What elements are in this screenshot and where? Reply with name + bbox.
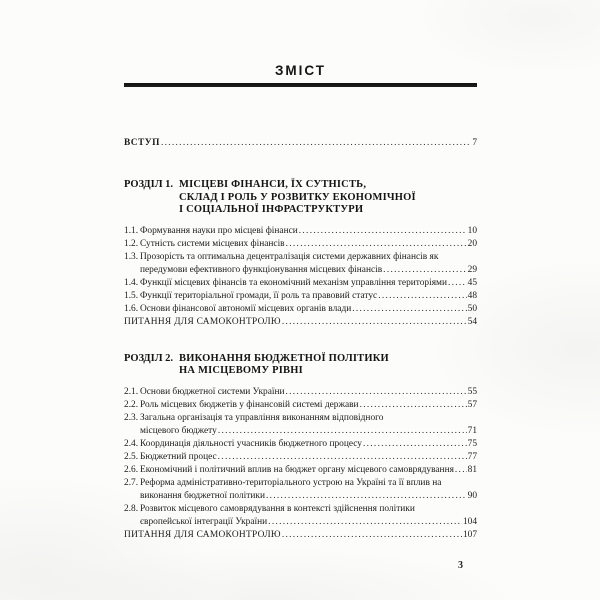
dot-leader (383, 264, 466, 277)
section-1-heading (124, 179, 477, 217)
intro-label: ВСТУП (124, 138, 160, 148)
section-2-title: ВИКОНАННЯ БЮДЖЕТНОЇ ПОЛІТИКИ НА МІСЦЕВОМУ РІВНІ (179, 352, 389, 376)
dot-leader (286, 238, 467, 251)
dot-leader (299, 225, 467, 238)
page-ref: 48 (467, 290, 477, 301)
toc-item: 2.2. Роль місцевих бюджетів у фінансовій системі держави ..... 57 (124, 399, 477, 412)
page-ref: 104 (462, 516, 477, 527)
toc-item: 2.8. Розвиток місцевого самоврядування в контексті здійснення політики європейської інтеграції України ..... 104 (124, 503, 477, 529)
toc-item: 2.5. Бюджетний процес ..... 77 (124, 451, 477, 464)
section-1-items (124, 225, 477, 329)
title-double-rule (124, 83, 477, 87)
page-ref: 45 (467, 277, 477, 288)
toc-item: 2.3. Загальна організація та управління виконанням відповідного місцевого бюджету ..... 71 (124, 412, 477, 438)
section-1-number: РОЗДІЛ 1. (124, 179, 174, 190)
toc-item: 1.5. Функції територіальної громади, її роль та правовий статус ..... 48 (124, 290, 477, 303)
self-check-row: ПИТАННЯ ДЛЯ САМОКОНТРОЛЮ ..... 107 (124, 529, 477, 542)
dot-leader (282, 529, 462, 542)
page-content (124, 0, 477, 542)
page-ref: 75 (467, 438, 477, 449)
page-ref: 55 (467, 386, 477, 397)
dot-leader (378, 290, 466, 303)
toc-item: 2.7. Реформа адміністративно-територіального устрою на Україні та її вплив на виконання бюджетної політики ..... 90 (124, 477, 477, 503)
toc-item: 1.2. Сутність системи місцевих фінансів ..... 20 (124, 238, 477, 251)
dot-leader (268, 516, 462, 529)
dot-leader (218, 425, 467, 438)
page-ref: 81 (467, 464, 477, 475)
page-ref: 71 (467, 425, 477, 436)
dot-leader (266, 490, 467, 503)
dot-leader (363, 438, 467, 451)
dot-leader (282, 316, 467, 329)
page-ref: 20 (467, 238, 477, 249)
page-ref: 50 (467, 303, 477, 314)
toc-item: 1.4. Функції місцевих фінансів та економічний механізм управління територіями ..... 45 (124, 277, 477, 290)
toc-item: 2.1. Основи бюджетної системи України ..... 55 (124, 386, 477, 399)
toc-item: 1.6. Основи фінансової автономії місцевих органів влади ..... 50 (124, 303, 477, 316)
page-ref: 90 (467, 490, 477, 501)
section-2-heading (124, 353, 477, 378)
page-ref: 57 (467, 399, 477, 410)
dot-leader (360, 399, 467, 412)
toc-item: 2.6. Економічний і політичний вплив на бюджет органу місцевого самоврядування ..... 81 (124, 464, 477, 477)
page-title: ЗМІСТ (274, 63, 327, 78)
section-1-title: МІСЦЕВІ ФІНАНСИ, ЇХ СУТНІСТЬ, СКЛАД І РОЛЬ У РОЗВИТКУ ЕКОНОМІЧНОЇ І СОЦІАЛЬНОЇ ІНФРАСТРУКТУРИ (179, 179, 416, 215)
page-ref: 29 (467, 264, 477, 275)
section-2-number: РОЗДІЛ 2. (124, 352, 174, 364)
dot-leader (455, 464, 467, 477)
section-2-items (124, 386, 477, 542)
toc-intro-row (124, 137, 477, 150)
dot-leader (286, 386, 467, 399)
dot-leader (218, 451, 467, 464)
page-ref: 54 (467, 316, 477, 327)
dot-leader (448, 277, 467, 290)
dot-leader (352, 303, 466, 316)
page-ref: 77 (467, 451, 477, 462)
folio-page-number: 3 (458, 560, 463, 571)
page-ref: 7 (472, 138, 477, 148)
page-ref: 10 (467, 225, 477, 236)
dot-leader (161, 137, 471, 150)
toc-item: 2.4. Координація діяльності учасників бюджетного процесу ..... 75 (124, 438, 477, 451)
toc-item: 1.3. Прозорість та оптимальна децентралізація системи державних фінансів як передумови ефективного функціонування місцевих фінансів ..... 29 (124, 251, 477, 277)
toc-item: 1.1. Формування науки про місцеві фінанси ..... 10 (124, 225, 477, 238)
self-check-row: ПИТАННЯ ДЛЯ САМОКОНТРОЛЮ ..... 54 (124, 316, 477, 329)
page-ref: 107 (462, 529, 477, 540)
